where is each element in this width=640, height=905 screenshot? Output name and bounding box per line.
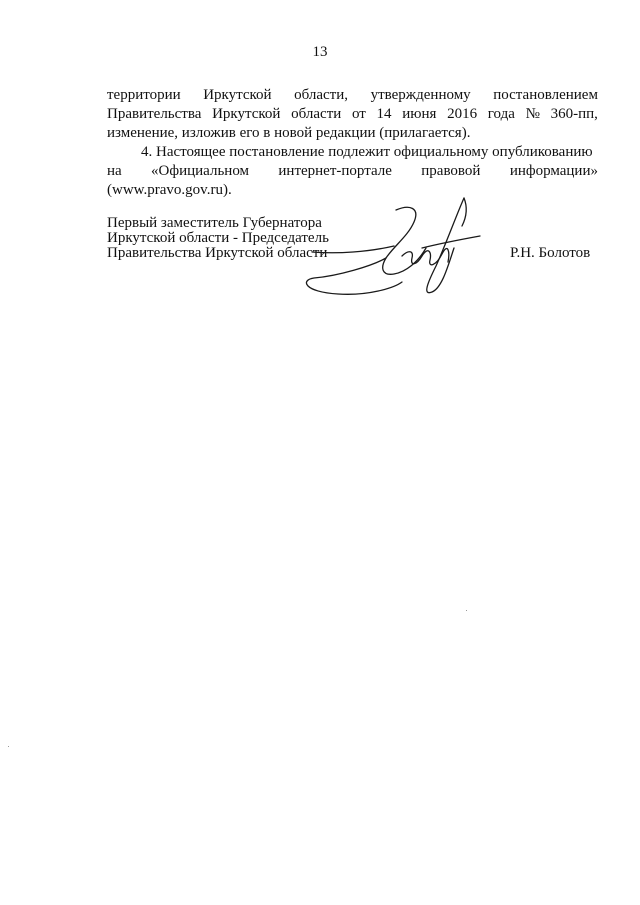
word: интернет-портале — [278, 163, 392, 179]
paragraph-1 — [107, 86, 598, 143]
handwritten-signature — [298, 196, 488, 300]
word: Иркутской — [203, 87, 272, 103]
paragraph-1-line-3: изменение, изложив его в новой редакции (прилагается). — [107, 125, 471, 141]
word: области — [291, 106, 342, 122]
position-line-2: Иркутской области - Председатель — [107, 230, 329, 246]
word: правовой — [421, 163, 481, 179]
word: 14 — [376, 106, 392, 122]
paragraph-2-line-2 — [107, 162, 598, 181]
word: на — [107, 163, 122, 179]
word: Иркутской — [212, 106, 281, 122]
word: области, — [294, 87, 349, 103]
word: 360-пп, — [550, 106, 598, 122]
word: Правительства — [107, 106, 202, 122]
word: постановлением — [493, 87, 598, 103]
signer-name: Р.Н. Болотов — [510, 245, 591, 261]
word: № — [525, 106, 540, 122]
paragraph-2-line-3: (www.pravo.gov.ru). — [107, 182, 232, 198]
scan-speck — [466, 610, 467, 611]
word: территории — [107, 87, 181, 103]
word: информации» — [509, 163, 598, 179]
paragraph-2-line-1: 4. Настоящее постановление подлежит официальному опубликованию — [141, 144, 593, 160]
paragraph-1-line-1 — [107, 86, 598, 105]
paragraph-2 — [107, 143, 598, 200]
document-body — [107, 86, 598, 200]
word: «Официальном — [151, 163, 250, 179]
page-number: 13 — [312, 44, 328, 60]
word: от — [351, 106, 366, 122]
paragraph-1-line-2 — [107, 105, 598, 124]
word: года — [487, 106, 515, 122]
word: 2016 — [447, 106, 478, 122]
position-line-3: Правительства Иркутской области — [107, 245, 328, 261]
position-line-1: Первый заместитель Губернатора — [107, 215, 322, 231]
scan-speck — [8, 746, 9, 747]
word: утвержденному — [370, 87, 471, 103]
word: июня — [402, 106, 437, 122]
